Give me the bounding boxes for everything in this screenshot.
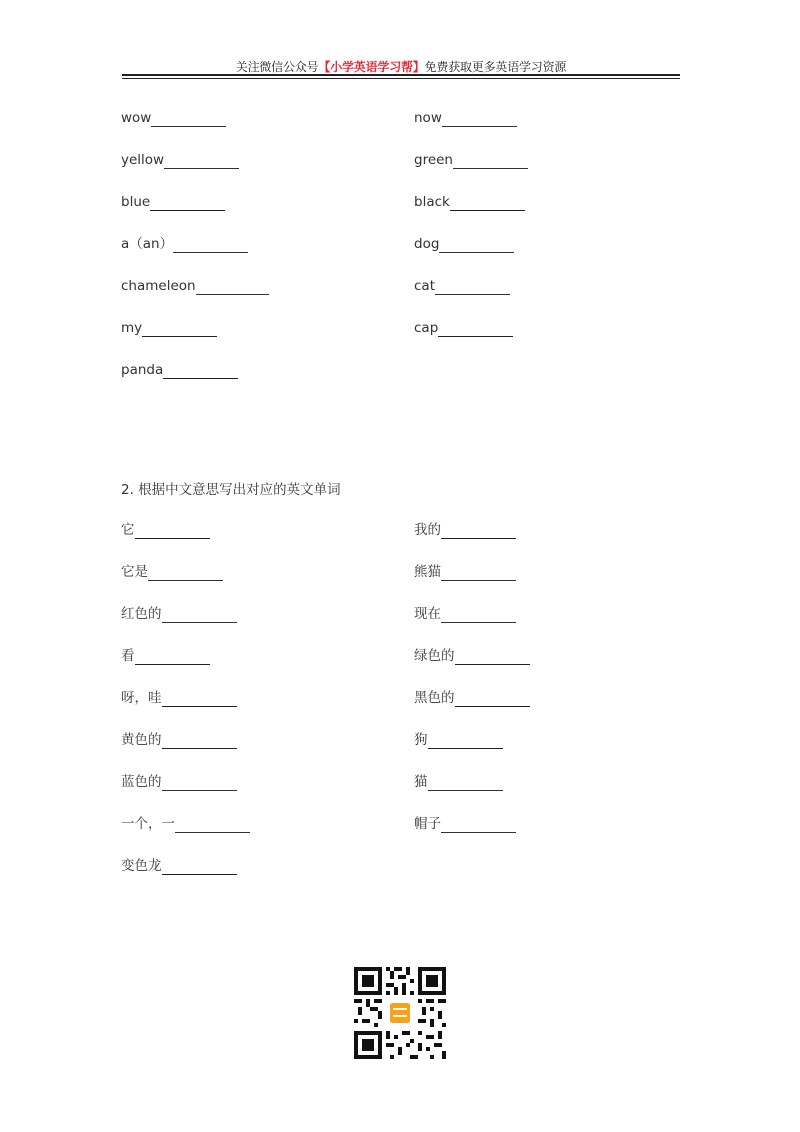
answer-blank[interactable] (175, 816, 250, 833)
header-prefix: 关注微信公众号 (235, 60, 319, 74)
answer-blank[interactable] (428, 732, 503, 749)
word-item (121, 730, 237, 750)
word-row (121, 318, 641, 338)
word-item (414, 192, 525, 212)
word-item (414, 772, 503, 792)
word-item (121, 814, 250, 834)
word-label: my (121, 320, 143, 336)
word-item (414, 562, 516, 582)
word-label: panda (121, 362, 164, 378)
word-item (414, 234, 514, 254)
word-item (414, 318, 513, 338)
word-label: 猫 (414, 774, 428, 790)
answer-blank[interactable] (453, 152, 528, 169)
word-row (121, 730, 641, 750)
word-item (121, 234, 248, 254)
answer-blank[interactable] (435, 278, 510, 295)
word-label: 变色龙 (121, 858, 162, 874)
word-label: 它 (121, 522, 135, 538)
word-item (414, 520, 516, 540)
answer-blank[interactable] (450, 194, 525, 211)
word-row (121, 562, 641, 582)
answer-blank[interactable] (162, 732, 237, 749)
answer-blank[interactable] (162, 606, 237, 623)
word-row (121, 604, 641, 624)
word-label: dog (414, 236, 440, 252)
word-row (121, 856, 641, 876)
word-row (121, 234, 641, 254)
word-item (121, 108, 226, 128)
word-label: now (414, 110, 442, 126)
word-row (121, 150, 641, 170)
answer-blank[interactable] (442, 110, 517, 127)
answer-blank[interactable] (150, 194, 225, 211)
answer-blank[interactable] (148, 564, 223, 581)
word-label: 帽子 (414, 816, 441, 832)
answer-blank[interactable] (135, 522, 210, 539)
word-item (414, 604, 516, 624)
qr-code-icon (354, 967, 446, 1059)
answer-blank[interactable] (455, 648, 530, 665)
answer-blank[interactable] (162, 858, 237, 875)
answer-blank[interactable] (428, 774, 503, 791)
word-label: 蓝色的 (121, 774, 162, 790)
word-row (121, 772, 641, 792)
header-highlight: 【小学英语学习帮】 (318, 60, 425, 74)
word-item (414, 730, 503, 750)
word-label: cat (414, 278, 435, 294)
word-item (121, 562, 223, 582)
word-item (121, 604, 237, 624)
word-item (414, 276, 510, 296)
word-row (121, 520, 641, 540)
word-item (121, 318, 217, 338)
word-label: 绿色的 (414, 648, 455, 664)
word-row (121, 814, 641, 834)
word-item (121, 276, 269, 296)
header-text (122, 58, 680, 75)
answer-blank[interactable] (441, 816, 516, 833)
answer-blank[interactable] (164, 152, 239, 169)
section-2-title: 2. 根据中文意思写出对应的英文单词 (121, 482, 341, 498)
qr-center-badge (390, 1003, 410, 1023)
word-item (121, 520, 210, 540)
answer-blank[interactable] (162, 690, 237, 707)
answer-blank[interactable] (163, 362, 238, 379)
word-label: 狗 (414, 732, 428, 748)
word-label: 呀，哇 (121, 690, 162, 706)
word-label: 我的 (414, 522, 441, 538)
word-label: green (414, 152, 453, 168)
answer-blank[interactable] (441, 606, 516, 623)
word-label: cap (414, 320, 439, 336)
word-item (414, 646, 530, 666)
answer-blank[interactable] (142, 320, 217, 337)
word-label: 看 (121, 648, 135, 664)
answer-blank[interactable] (441, 564, 516, 581)
word-label: a（an） (121, 236, 174, 252)
word-label: 现在 (414, 606, 441, 622)
word-label: 黄色的 (121, 732, 162, 748)
word-item (121, 856, 237, 876)
word-item (121, 192, 225, 212)
word-row (121, 276, 641, 296)
answer-blank[interactable] (162, 774, 237, 791)
word-label: 黑色的 (414, 690, 455, 706)
word-label: chameleon (121, 278, 196, 294)
word-item (121, 360, 238, 380)
header-rule (122, 74, 680, 76)
answer-blank[interactable] (173, 236, 248, 253)
word-label: yellow (121, 152, 165, 168)
word-item (414, 688, 530, 708)
word-row (121, 360, 641, 380)
page-header (122, 56, 680, 80)
answer-blank[interactable] (151, 110, 226, 127)
word-label: blue (121, 194, 151, 210)
header-suffix: 免费获取更多英语学习资源 (424, 60, 567, 74)
header-rule-secondary (122, 78, 680, 79)
answer-blank[interactable] (439, 236, 514, 253)
answer-blank[interactable] (438, 320, 513, 337)
word-item (121, 646, 210, 666)
answer-blank[interactable] (455, 690, 530, 707)
word-item (121, 688, 237, 708)
word-row (121, 646, 641, 666)
answer-blank[interactable] (441, 522, 516, 539)
word-label: 红色的 (121, 606, 162, 622)
word-item (414, 150, 528, 170)
word-item (121, 150, 239, 170)
word-row (121, 688, 641, 708)
word-label: wow (121, 110, 152, 126)
word-label: 熊猫 (414, 564, 441, 580)
word-label: black (414, 194, 450, 210)
word-item (414, 814, 516, 834)
word-label: 它是 (121, 564, 148, 580)
answer-blank[interactable] (196, 278, 269, 295)
word-label: 一个，一 (121, 816, 175, 832)
word-item (121, 772, 237, 792)
word-row (121, 192, 641, 212)
word-row (121, 108, 641, 128)
word-item (414, 108, 517, 128)
answer-blank[interactable] (135, 648, 210, 665)
